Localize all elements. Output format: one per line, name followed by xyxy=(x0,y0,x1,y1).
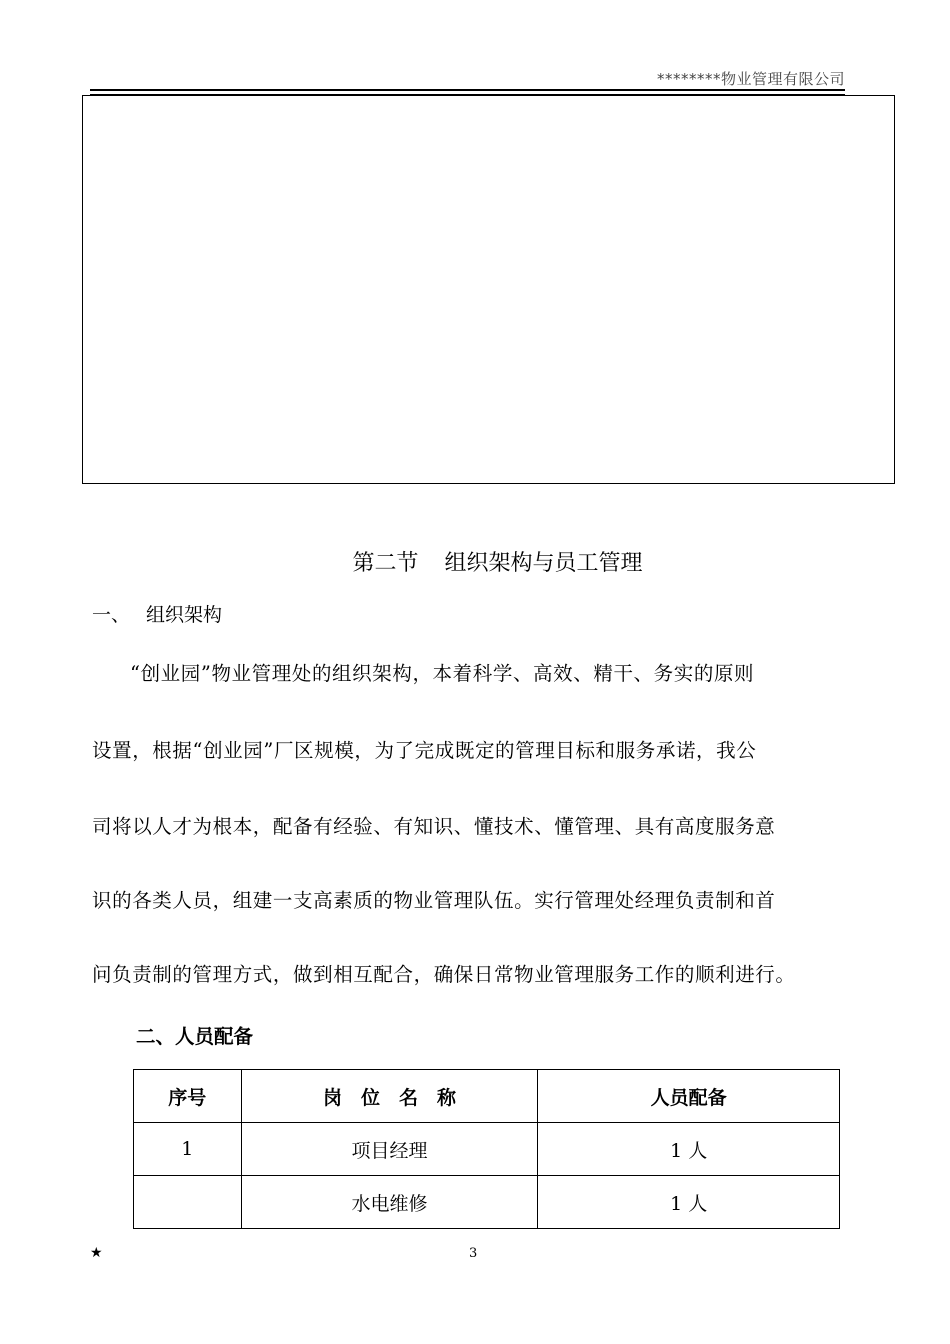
heading-staffing: 二、人员配备 xyxy=(136,1025,254,1048)
paragraph-line: 司将以人才为根本，配备有经验、有知识、懂技术、懂管理、具有高度服务意 xyxy=(92,815,776,838)
header-rule xyxy=(90,89,845,91)
section-number: 第二节 xyxy=(352,551,419,576)
paragraph-line: 识的各类人员，组建一支高素质的物业管理队伍。实行管理处经理负责制和首 xyxy=(92,889,776,912)
paragraph-line: 设置，根据“创业园”厂区规模，为了完成既定的管理目标和服务承诺，我公 xyxy=(92,739,757,762)
table-cell: 项目经理 xyxy=(241,1123,538,1176)
table-header-cell: 岗 位 名 称 xyxy=(241,1070,538,1123)
staffing-table xyxy=(133,1069,840,1229)
table-cell: 1 人 xyxy=(538,1123,840,1176)
paragraph-line: 问负责制的管理方式，做到相互配合，确保日常物业管理服务工作的顺利进行。 xyxy=(92,963,796,986)
org-chart-placeholder-frame xyxy=(82,95,895,484)
table-cell: 1 人 xyxy=(538,1176,840,1229)
table-header-cell: 序号 xyxy=(134,1070,242,1123)
table-header-cell: 人员配备 xyxy=(538,1070,840,1123)
header-company-name: ********物业管理有限公司 xyxy=(656,70,845,88)
heading-text: 组织架构 xyxy=(146,604,223,626)
table-row xyxy=(134,1176,840,1229)
table-cell xyxy=(134,1176,242,1229)
section-title xyxy=(0,546,950,577)
paragraph-line: “创业园”物业管理处的组织架构，本着科学、高效、精干、务实的原则 xyxy=(130,662,755,685)
table-cell: 水电维修 xyxy=(241,1176,538,1229)
table-row xyxy=(134,1123,840,1176)
page-number: 3 xyxy=(469,1246,478,1261)
section-name: 组织架构与员工管理 xyxy=(444,551,643,576)
heading-number: 一、 xyxy=(92,604,131,626)
footer-star-icon: ★ xyxy=(90,1245,103,1261)
table-header-row xyxy=(134,1070,840,1123)
table-cell: 1 xyxy=(134,1123,242,1176)
heading-org-structure xyxy=(92,600,222,627)
